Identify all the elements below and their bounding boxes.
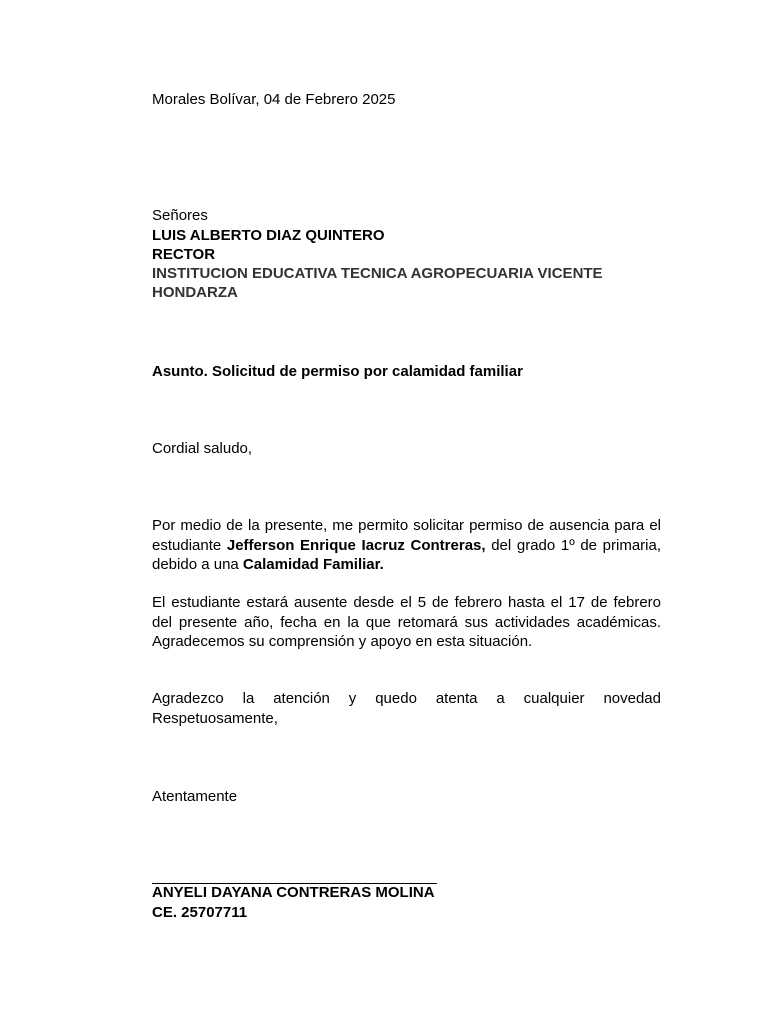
recipient-name: LUIS ALBERTO DIAZ QUINTERO xyxy=(152,227,385,244)
recipient-title: RECTOR xyxy=(152,246,216,263)
body1-line2 xyxy=(152,536,661,556)
body1-line3 xyxy=(152,555,661,575)
body1-line3-pre: debido a una xyxy=(152,556,243,573)
subject-line: Asunto. Solicitud de permiso por calamidad familiar xyxy=(152,363,523,380)
recipient-institution-line1: INSTITUCION EDUCATIVA TECNICA AGROPECUARIA VICENTE xyxy=(152,265,603,282)
body1-line2-post: del grado 1º de primaria, xyxy=(485,536,661,554)
recipient-salutation: Señores xyxy=(152,207,208,224)
place-date: Morales Bolívar, 04 de Febrero 2025 xyxy=(152,91,396,108)
body-paragraph-dates xyxy=(152,593,661,652)
body2-line3: Agradecemos su comprensión y apoyo en esta situación. xyxy=(152,633,533,650)
greeting: Cordial saludo, xyxy=(152,440,253,457)
signer-id: CE. 25707711 xyxy=(152,904,248,921)
recipient-institution-line2: HONDARZA xyxy=(152,284,238,301)
body-paragraph-thanks xyxy=(152,689,661,728)
body2-line2: del presente año, fecha en la que retomará sus actividades académicas. xyxy=(152,613,661,631)
absence-reason: Calamidad Familiar. xyxy=(242,556,384,573)
signer-name: ANYELI DAYANA CONTRERAS MOLINA xyxy=(152,884,435,901)
body1-line1: Por medio de la presente, me permito solicitar permiso de ausencia para el xyxy=(152,517,661,534)
student-name: Jefferson Enrique Iacruz Contreras, xyxy=(226,536,486,554)
body1-line2-pre: estudiante xyxy=(152,536,227,554)
body2-line1: El estudiante estará ausente desde el 5 de febrero hasta el 17 de febrero xyxy=(152,594,661,611)
body3-line1: Agradezco la atención y quedo atenta a cualquier novedad xyxy=(152,690,661,707)
body3-line2: Respetuosamente, xyxy=(152,709,278,727)
body-paragraph-request xyxy=(152,516,661,575)
closing: Atentamente xyxy=(152,788,238,805)
